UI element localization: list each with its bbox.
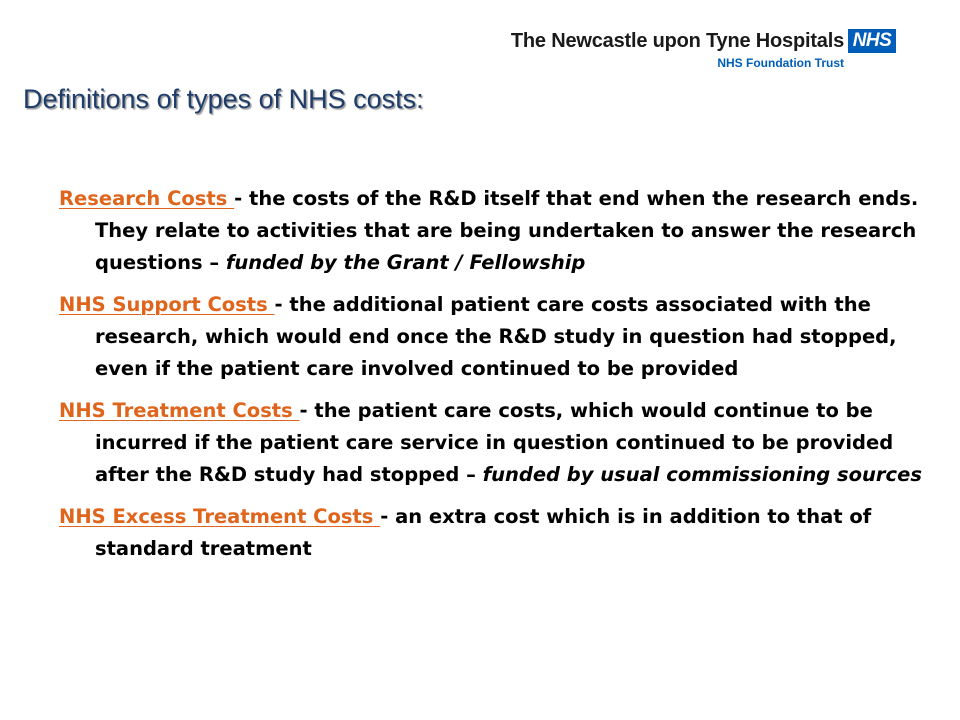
logo-hospital-name: The Newcastle upon Tyne Hospitals [510, 30, 844, 52]
definition-nhs-treatment-costs [59, 395, 925, 491]
term-nhs-support-costs-link[interactable]: NHS Support Costs [59, 293, 275, 316]
definition-nhs-excess-treatment-costs [59, 501, 925, 565]
term-nhs-excess-treatment-costs-link[interactable]: NHS Excess Treatment Costs [59, 505, 381, 528]
definition-text: - an extra cost which is in addition to that of standard treatment [95, 505, 872, 560]
nhs-badge: NHS [848, 29, 896, 53]
definition-text: - the costs of the R&D itself that end when the research ends. They relate to activities that are being undertaken to answer the research questions – [95, 187, 919, 274]
term-research-costs-link[interactable]: Research Costs [59, 187, 235, 210]
trust-logo [510, 26, 896, 70]
page-title: Definitions of types of NHS costs: [23, 84, 424, 114]
logo-trust-name: NHS Foundation Trust [717, 56, 844, 70]
definition-text: - the patient care costs, which would continue to be incurred if the patient care service in question continued to be provided after the R&D study had stopped – [95, 399, 894, 486]
term-nhs-treatment-costs-link[interactable]: NHS Treatment Costs [59, 399, 300, 422]
definitions-list [59, 183, 925, 575]
definition-research-costs [59, 183, 925, 279]
funding-source: funded by the Grant / Fellowship [225, 251, 586, 274]
funding-source: funded by usual commissioning sources [482, 463, 922, 486]
definition-text: - the additional patient care costs associated with the research, which would end once the R&D study in question had stopped, even if the patient care involved continued to be provided [95, 293, 897, 380]
definition-nhs-support-costs [59, 289, 925, 385]
